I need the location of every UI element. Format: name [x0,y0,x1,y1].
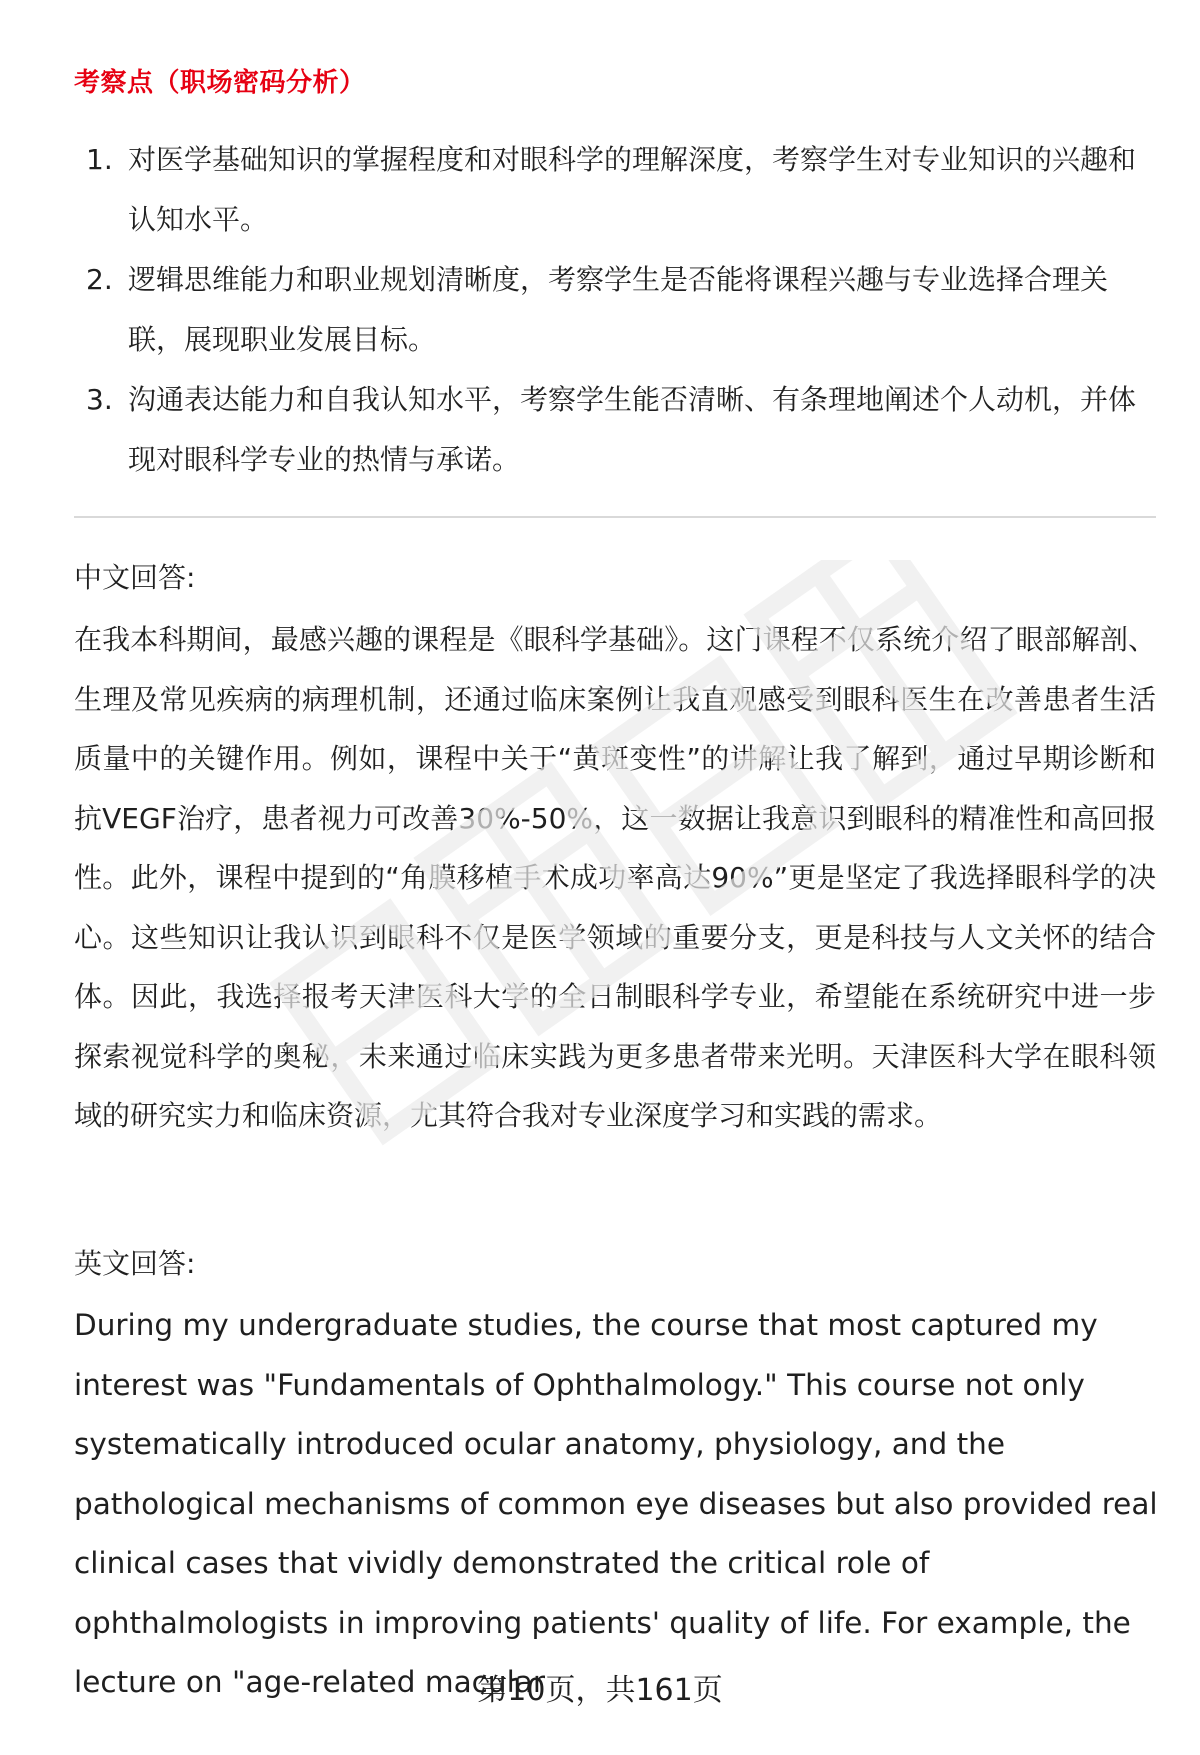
list-item-text: 逻辑思维能力和职业规划清晰度，考察学生是否能将课程兴趣与专业选择合理关联，展现职业发展目标。 [128,263,1109,356]
assessment-points-list [74,130,1154,490]
list-item-number: 1. [86,143,113,176]
section-title: 考察点（职场密码分析） [74,68,366,98]
section-divider [74,516,1156,518]
chinese-answer-label: 中文回答: [74,561,196,594]
list-item-number: 2. [86,263,113,296]
list-item-number: 3. [86,383,113,416]
list-item [74,370,1154,490]
chinese-answer-body: 在我本科期间，最感兴趣的课程是《眼科学基础》。这门课程不仅系统介绍了眼部解剖、生理及常见疾病的病理机制，还通过临床案例让我直观感受到眼科医生在改善患者生活质量中的关键作用。例如，课程中关于“黄斑变性”的讲解让我了解到，通过早期诊断和抗VEGF治疗，患者视力可改善30%-50%，这一数据让我意识到眼科的精准性和高回报性。此外，课程中提到的“角膜移植手术成功率高达90%”更是坚定了我选择眼科学的决心。这些知识让我认识到眼科不仅是医学领域的重要分支，更是科技与人文关怀的结合体。因此，我选择报考天津医科大学的全日制眼科学专业，希望能在系统研究中进一步探索视觉科学的奥秘，未来通过临床实践为更多患者带来光明。天津医科大学在眼科领域的研究实力和临床资源，尤其符合我对专业深度学习和实践的需求。 [74,623,1156,1132]
english-answer-label: 英文回答: [74,1247,196,1280]
english-answer-body: During my undergraduate studies, the course that most captured my interest was "Fundamentals of Ophthalmology." This course not only systematically introduced ocular anatomy, physiology, and the pathological mechanisms of common eye diseases but also provided real clinical cases that vividly demonstrated the critical role of ophthalmologists in improving patients' quality of life. For example, the lecture on "age-related macular [74,1308,1158,1699]
list-item-text: 对医学基础知识的掌握程度和对眼科学的理解深度，考察学生对专业知识的兴趣和认知水平。 [128,143,1137,236]
page-number-footer: 第10页，共161页 [477,1673,723,1708]
list-item [74,130,1154,250]
list-item [74,250,1154,370]
list-item-text: 沟通表达能力和自我认知水平，考察学生能否清晰、有条理地阐述个人动机，并体现对眼科学专业的热情与承诺。 [128,383,1137,476]
